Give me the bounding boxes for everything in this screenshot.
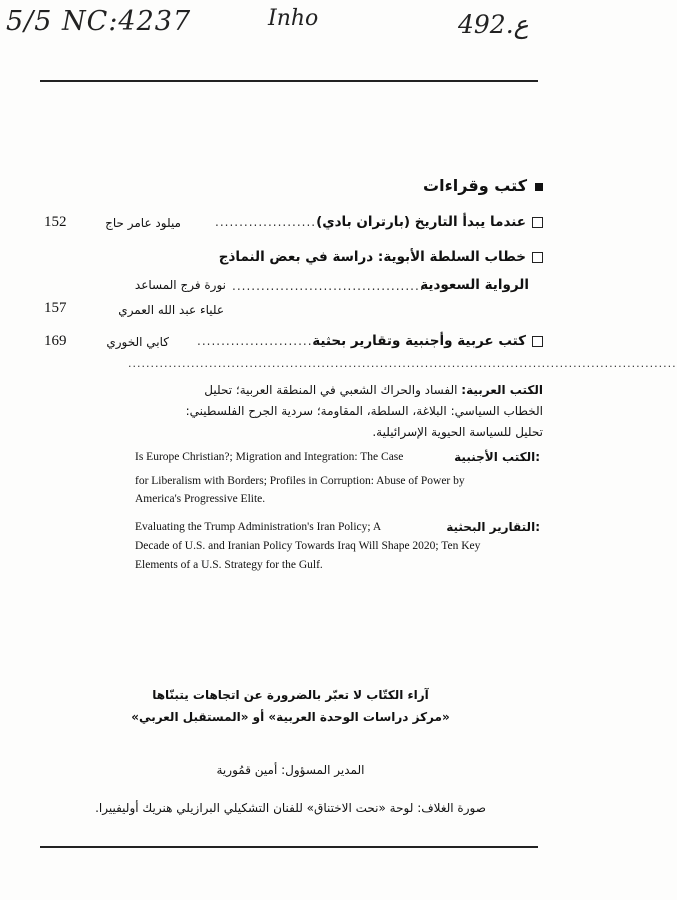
section-heading: كتب وقراءات <box>423 176 543 195</box>
handwritten-shelf-number: 492.ع <box>458 10 529 39</box>
top-rule <box>40 80 538 82</box>
handwritten-signature: Inho <box>268 6 319 31</box>
disclaimer-line: آراء الكتّاب لا تعبّر بالضرورة عن اتجاهات يتبنّاها <box>152 688 429 702</box>
reports-line1: Evaluating the Trump Administration's Iran Policy; A التقارير البحثية: <box>135 520 540 534</box>
checkbox-square-icon <box>532 252 543 263</box>
toc-entry-page: 169 <box>44 333 67 349</box>
foreign-books-line2: for Liberalism with Borders; Profiles in Corruption: Abuse of Power by <box>135 475 465 487</box>
reports-line2: Decade of U.S. and Iranian Policy Towards Iraq Will Shape 2020; Ten Key <box>135 540 481 552</box>
toc-entry-author: كابي الخوري <box>106 335 169 349</box>
foreign-books-line1: Is Europe Christian?; Migration and Integration: The Case الكتب الأجنبية: <box>135 450 540 464</box>
foreign-books-line3: America's Progressive Elite. <box>135 493 266 505</box>
arabic-books-line: تحليل للسياسة الحيوية الإسرائيلية. <box>372 425 543 439</box>
toc-entry-title: خطاب السلطة الأبوية: دراسة في بعض النماذج <box>219 249 543 265</box>
arabic-books-line: الكتب العربية: الفساد والحراك الشعبي في المنطقة العربية؛ تحليل <box>204 383 543 397</box>
arabic-books-line: الخطاب السياسي: البلاغة، السلطة، المقاومة؛ سردية الجرح الفلسطيني: <box>185 404 543 418</box>
cover-credit: صورة الغلاف: لوحة «نحت الاختناق» للفنان التشكيلي البرازيلي هنريك أوليفييرا. <box>95 801 486 815</box>
bottom-rule <box>40 846 538 848</box>
toc-leader-dots: .............................. <box>197 334 342 348</box>
toc-leader-dots: ........................................ <box>232 279 425 293</box>
toc-entry-author: ميلود عامر حاج <box>105 216 181 230</box>
checkbox-square-icon <box>532 336 543 347</box>
arabic-books-label: الكتب العربية: <box>461 383 543 397</box>
disclaimer-line: «مركز دراسات الوحدة العربية» أو «المستقبل العربي» <box>131 710 450 724</box>
bullet-square-icon <box>535 183 543 191</box>
toc-leader-dots: ..................... <box>215 215 317 229</box>
toc-entry-title-continued: الرواية السعودية <box>420 277 529 293</box>
toc-entry-page: 152 <box>44 214 67 230</box>
toc-entry-title: كتب عربية وأجنبية وتقارير بحثية <box>312 333 543 349</box>
separator-dots: .......................................................................................................................... <box>128 357 677 370</box>
arabic-books-paragraph <box>123 380 543 443</box>
toc-entry-author: نورة فرج المساعد <box>134 278 226 292</box>
toc-entry-author: علياء عبد الله العمري <box>118 303 224 317</box>
checkbox-square-icon <box>532 217 543 228</box>
director-credit: المدير المسؤول: أمين قمُورية <box>216 763 365 777</box>
toc-entry-title: عندما يبدأ التاريخ (بارتران بادي) <box>316 214 543 230</box>
reports-line3: Elements of a U.S. Strategy for the Gulf. <box>135 559 323 571</box>
handwritten-catalog-number: 5/5 NC:4237 <box>6 6 192 37</box>
toc-entry-page: 157 <box>44 300 67 316</box>
foreign-books-label: الكتب الأجنبية: <box>454 450 540 464</box>
reports-label: التقارير البحثية: <box>446 520 540 534</box>
